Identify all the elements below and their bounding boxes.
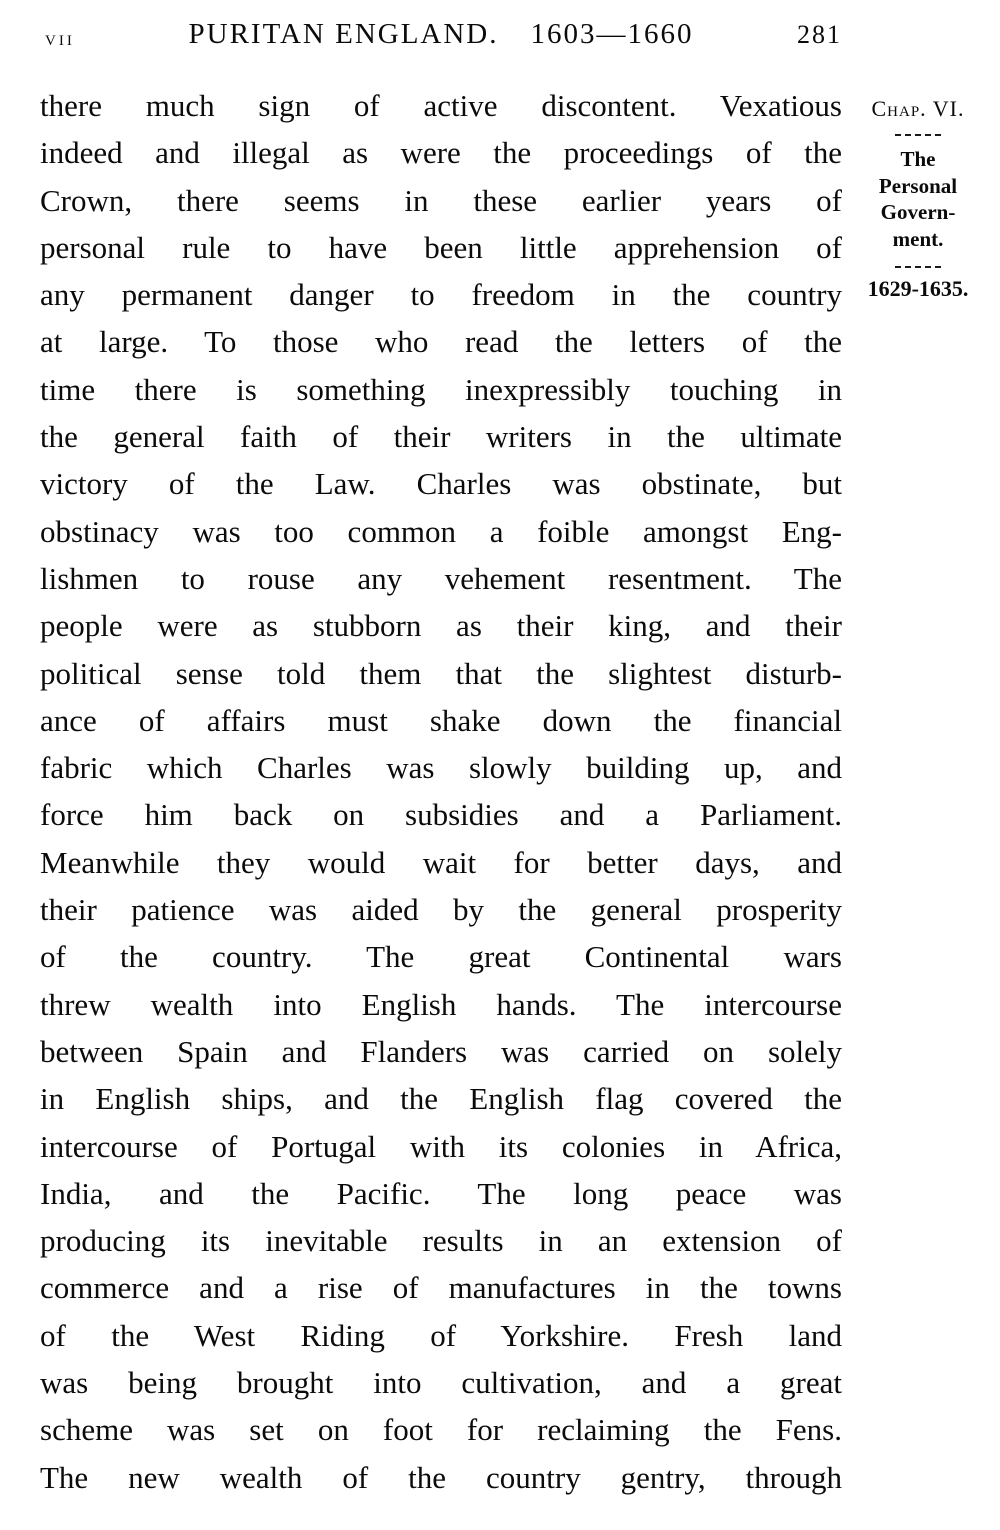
- text-line: Crown, there seems in these earlier years of: [40, 182, 842, 218]
- text-line: lishmen to rouse any vehement resentment. The: [40, 560, 842, 596]
- running-title-text: PURITAN ENGLAND.: [188, 18, 499, 50]
- title-line: Personal: [878, 173, 958, 198]
- running-title-dates: 1603—1660: [530, 18, 694, 50]
- chapter-signature: vii: [45, 26, 75, 50]
- text-line: their patience was aided by the general prosperity: [40, 892, 842, 928]
- margin-years: 1629-1635.: [867, 276, 969, 301]
- text-line: at large. To those who read the letters of the: [40, 324, 842, 360]
- text-line: obstinacy was too common a foible amongst Eng-: [40, 513, 842, 549]
- text-line: scheme was set on foot for reclaiming the Fens.: [40, 1412, 842, 1448]
- text-line: ance of affairs must shake down the financial: [40, 702, 842, 738]
- text-line: The new wealth of the country gentry, through: [40, 1459, 842, 1495]
- text-line: political sense told them that the slightest disturb-: [40, 655, 842, 691]
- margin-notes: [853, 96, 983, 302]
- body-text: [40, 82, 842, 1501]
- title-line: Govern-: [880, 200, 956, 224]
- text-line: victory of the Law. Charles was obstinate, but: [40, 466, 842, 502]
- page-number: 281: [797, 20, 842, 49]
- margin-rule: [895, 134, 941, 136]
- text-line: in English ships, and the English flag covered the: [40, 1081, 842, 1117]
- text-line: the general faith of their writers in the ultimate: [40, 419, 842, 455]
- text-line: of the country. The great Continental wars: [40, 939, 842, 975]
- text-line: commerce and a rise of manufactures in the towns: [40, 1270, 842, 1306]
- text-line: India, and the Pacific. The long peace was: [40, 1175, 842, 1211]
- text-line: of the West Riding of Yorkshire. Fresh land: [40, 1317, 842, 1353]
- text-line: between Spain and Flanders was carried on solely: [40, 1033, 842, 1069]
- title-line: The: [900, 147, 936, 171]
- text-line: indeed and illegal as were the proceedings of the: [40, 135, 842, 171]
- text-line: there much sign of active discontent. Vexatious: [40, 88, 842, 123]
- text-line: was being brought into cultivation, and a great: [40, 1365, 842, 1401]
- text-line: fabric which Charles was slowly building up, and: [40, 750, 842, 786]
- text-line: time there is something inexpressibly touching in: [40, 371, 842, 407]
- text-line: intercourse of Portugal with its colonies in Africa,: [40, 1128, 842, 1164]
- margin-chapter-label: Chap. VI.: [871, 96, 965, 121]
- text-line: producing its inevitable results in an extension of: [40, 1223, 842, 1259]
- margin-section-title: [853, 146, 983, 252]
- page-header: [40, 18, 842, 54]
- text-line: threw wealth into English hands. The intercourse: [40, 986, 842, 1022]
- text-line: any permanent danger to freedom in the country: [40, 277, 842, 313]
- text-line: personal rule to have been little apprehension of: [40, 229, 842, 265]
- title-line: ment.: [892, 226, 944, 251]
- text-line: people were as stubborn as their king, and their: [40, 608, 842, 644]
- text-line: Meanwhile they would wait for better days, and: [40, 844, 842, 880]
- running-title: [40, 18, 842, 51]
- text-line: force him back on subsidies and a Parliament.: [40, 797, 842, 833]
- margin-rule: [895, 266, 941, 268]
